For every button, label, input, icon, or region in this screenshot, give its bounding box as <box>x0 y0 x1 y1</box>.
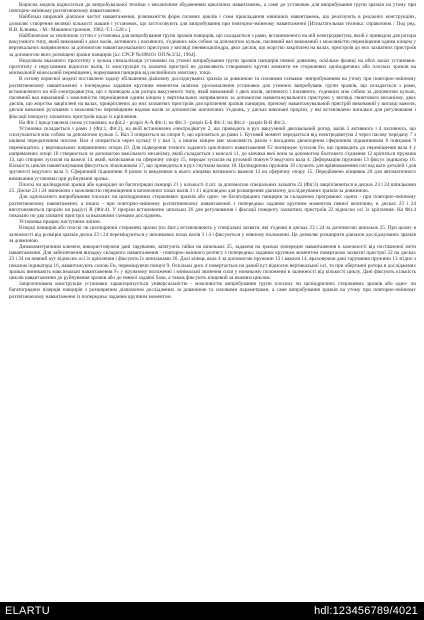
paragraph: Динамометричним ключем, використовуючи дані тарування, затягують гайки на шпильках 25, задаючи на зразках попереднє навантаження в залежності від поставленої мети навантаження. Для забезпечення випадку складного навантаження - повторно-змінного розтягу з попередньо заданим крупним моментом повертаємо захватні пристрої 22 на дисках 23 і 24 на певний кут відносно осі їх кріплення і фіксують їх шпильками 26. Далі кінець вала 4 за допомогою пружини 13 і важеля 14, враховуючи дані тарування пружини 13 згідно з показом індикатора 16, навантажують силою Fн, переміщуючи повзун 9. Оскільки диск 4 повертається на даний кут відносно вертикальної осі, то при обертанні ротора в досліджених зразках виникають максимальні навантаження Fₙ у пружному положенні і мінімальні значення сили у нижньому положенні в залежності від кількості циклу. Дані фіксують кількість циклів навантаження до руйнування зразків або до певної заданої бази, а також фіксують кінцевий за кожним циклом. <box>9 243 416 281</box>
paragraph: Запропонована конструкція установки характеризується універсальністю - можливістю випробування групи плоских чи циліндричних стержневих зразків або одно- чи багатоґрядних візерців панцирів з розширеним діапазоном досліджених за довжиною та силовими параметрами, а саме випробування зразків на утому при повторно-змінному розтягнюючому навантаженні із попередньо заданим крупним моментом. <box>9 281 416 300</box>
document-text <box>9 2 416 300</box>
paragraph: В основу корисної моделі поставлено задачу збільшення діапазону досліджуваних зразків за довжиною та силовими схемами -випробуванням на утому при повторно-змінному розтягнюючому навантаженні з попередньо заданим крупним моментом шляхом удосконалення установки для утомних випробувань групи зразків, що складається з рами, встановленого на ній електродвигуна, що є приводом для ротора вакуумного типу, який виконаний з двох валів, активного і пасивного, з'єднаних між собою за допомогою кульок, пасивний вал виконаний з можливістю переміщення одним кінцем у вертикальних напрямлених за допомогою навантажувального пристрою у вигляді гвинтового механізму, двох дисків, що жорстко закріплені на валах, прикріплених до них захватних пристроїв для кріплення зразків панцирів, причому навантажувальний пристрій виконаний у вигляді важеля, дисків виконані рухомими з можливістю переміщення вздовж валів за допомогою шпоночних з'єднань, у дисках виконані прорізи, у які встановлено шпильки для регулювання і фіксації повороту захватних пристроїв щодо їх кріплення. <box>9 76 416 120</box>
footer-handle-link[interactable]: hdl:123456789/4021 <box>314 605 418 617</box>
paragraph: Для одночасного випробування плоских чи циліндричних стержневих зразків або одно- чи багатоґрядних панцирів за складеною програмою: одних - при повторно-змінному розтягнюючому навантаженні, а інших - при повторно-змінному розтягнюючому навантаженні з попередньо заданим крупним моментом певної величини, в дисках 23 і 24 виготовляються прорізи на радіусі R (Фіг.4). У прорізи встановлено шпильки 26 для регулювання і фіксації повороту захватних пристроїв 22 відносно осі їх кріплення. На Фіг.4 показано по два захватні пристрої за вказаними схемами досліджень. <box>9 194 416 219</box>
paragraph: Установка працює наступним чином. <box>19 219 102 226</box>
paragraph: На Фіг.1 представлена схема установки; на фіг.2 - розріз А-А Фіг.1; на Фіг.3 - розріз Б-Б Фіг.1; на Фіг.4 - розріз В-В Фіг.3. <box>19 119 286 126</box>
paragraph: Плоскі чи циліндричні зразки або однорідні чи багатоґрядні панцирі 21 у кількості 4 шт. за допомогою спеціальних захватів 22 (Фіг.3) закріплюються в дисках 23 і 24 шпильками 25. Диски 23 і 24 змінюючи з можливістю переміщення в шпоночних пазах валів 3 і 4 і відповідно для розширення діапазону досліджуваних зразків за довжиною. <box>9 181 416 195</box>
footer-bar <box>0 602 424 620</box>
paragraph: Найближчою за технічною суттю є установка для випробування групи зразків панцирів, що складається з рами, встановленого на ній електродвигуна, який є приводом для ротора вакуумного типу, який виконаний з двох валів, активного і пасивного, з'єднаних між собою за допомогою кульок, пасивний вал виконаний з можливістю переміщення одним кінцем у вертикальних напрямлених за допомогою навантажувального пристрою у вигляді пневмоциліндра, двох дисків, що жорстко закріплені на валах, пристроїв до них захватних пристроїв за допомогою яких розміщені зразки панцирів [а.с.СРСР №188101 ОП №3/32, 1964]. <box>9 33 416 58</box>
paragraph: Недоліком вказаного прототипу є вузька спеціалізація установки на утомні випробування групи зразків панцирів певної довжини, оскільки фланці на обох валах установки-прототипу є нерухомими відносно валів, їх конструкція та захватні пристрої не дозволяють створювати крупні моменти не стержневих циліндричних або плоских зразків на мінімальній міжосьовій переміщенні, нормування панцирів від нелінійного монтажу, тощо. <box>9 57 416 77</box>
footer-repository-name: ELARTU <box>5 605 50 617</box>
paragraph: Візерці панцирів або плоскі чи циліндричні стержневі зразки (по 4шт.) встановлюють у спеціальні захвати, які з'єднані в дисках 23 і 24 за допомогою шпильок 25. При цьому в залежності від розмірів зразків диски 23 і 24 переміщуються у шпонкових пазах валів 3 і 4 і фіксуються у певному положенні. Це дозволяє розширити діапазон досліджуваних зразків за довжиною. <box>9 225 416 244</box>
paragraph: Найбільш широкий діапазон частот навантаження, різноманіття форм силових циклів і схем прикладання зовнішніх навантажень, що реалізують в реальних конструкціях, дозволяє створення великої кількості машин і установок, що застосовують для випробування при повторно-змінному навантаженні [Испытательная техника: справочник / Под ред. В.В. Клюева. - М.: Машиностроение, 1982.-Т.1.-528 с.]. <box>9 14 416 33</box>
paragraph: Корисна модель відноситься до випробувальної техніки з механічним збудженням циклічних навантажень, а саме до установок для випробування групи зразків на утому при повторно-змінному розтягнюючому навантаженні. <box>9 2 416 15</box>
paragraph: Установка складається з рами 1 (Фіг.1, Фіг.2), на якій встановлено електродвигун 2, що приводить в рух вакуумний двохвальний ротор, валів 3 активного і 4 пасивного, що сполучаються між собою за допомогою кульок 5. Вал 3 опирається на опори 6, що кріпляться до рами 1. Кутовий момент передається від електродвигуна 2 через пасову передачу 7 з шківом передаточним числом. Вал 4 опирається через кульку 8 у вал 3, а іншим кінцем має можливість разом з насадним двоопорним сферичним підшипником 8 повздовж 9 переміщатись у вертикальних напрямлених опори 10. Для підведення точного заданого циклічного навантаження F2 попереднє зусилля Fн, що приводить до переміщення вала 4 у напрямлених опорі 10 створюється за допомогою важільного механізму, який складається з консолі 11, до кінчика якої вона за допомогою болтового з'єднання 12 кріпиться пружина 13, що створює зусилля на важелі 14, який, натискаючи на сферичну опору 15, передає зусилля на рухомий повзун 9 ведучого вала 4. Деформацію пружини 13 фіксує індикатор 16. Кількість циклів навантажування фіксується лічильником 17, що приводиться в рух гнучким валом 18. Циліндрична пружина 19 служить для врівноваження сил від ваги деталей і для зручності ведучого вала 3. Сферичний підшипник 8 разом із введеними в нього кінцями натяжного важеля 13 на сферичну опору 15. Передбачено кінцевик 20 для автоматичного вимикання установки при руйнуванні зразка. <box>9 126 416 182</box>
